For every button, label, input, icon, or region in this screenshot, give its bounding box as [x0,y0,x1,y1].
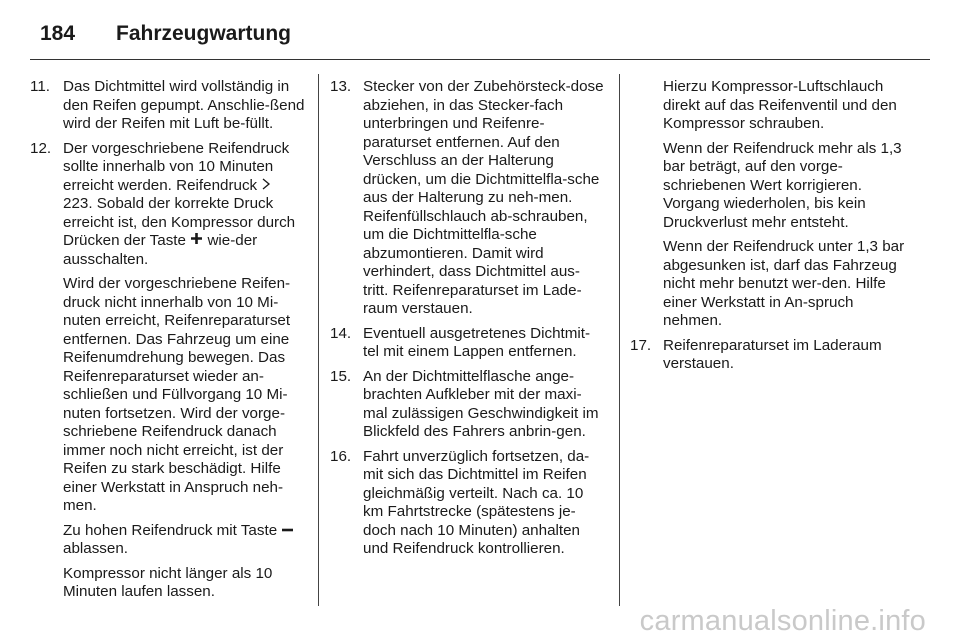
page-header [40,19,291,49]
item-text: Reifenreparaturset im Laderaum verstauen. [663,336,882,372]
list-item-16 [330,448,605,559]
paragraph [63,522,305,559]
item-text: Das Dichtmittel wird vollständig in den Reifen gepumpt. Anschlie-ßend wird der Reifen mit Luft be-füllt. [63,78,305,132]
item-number: 17. [630,336,652,354]
column-3 [630,78,908,380]
page-reference-link[interactable]: 223. Sobald der korrekte Druck erreicht ist, den Kompressor durch Drücken der Taste [63,195,296,249]
item-text: Fahrt unverzüglich fortsetzen, da-mit sich das Dichtmittel im Reifen gleichmäßig verteilt. Nach ca. 10 km Fahrtstrecke (spätestens je-doch nach 10 Minuten) anhalten und Reifendruck kontrollieren. [363,447,590,557]
paragraph: Wird der vorgeschriebene Reifen-druck nicht innerhalb von 10 Mi-nuten erreicht, Reifenreparaturset entfernen. Das Fahrzeug um eine Reifenumdrehung bewegen. Das Reifenreparaturset wieder an-schließen und Füllvorgang 10 Mi-nuten fortsetzen. Wird der vorge-schriebene Reifendruck danach immer noch nicht erreicht, ist der Reifen zu stark beschädigt. Hilfe einer Werkstatt in Anspruch neh-men. [63,275,291,514]
item-text: Eventuell ausgetretenes Dichtmit-tel mit einem Lappen entfernen. [363,324,591,360]
page-number: 184 [40,22,76,45]
page-reference-arrow-icon [261,177,271,196]
item-number: 15. [330,367,352,385]
paragraph: Wenn der Reifendruck unter 1,3 bar abgesunken ist, darf das Fahrzeug nicht mehr benutzt wer-den. Hilfe einer Werkstatt in An-spruch nehmen. [663,238,905,329]
watermark: carmanualsonline.info [639,605,926,637]
paragraph-text-part: Zu hohen Reifendruck mit Taste [63,521,278,539]
page-title: Fahrzeugwartung [116,22,292,45]
list-item-12 [30,140,305,270]
plus-icon [190,232,203,251]
column-divider-2 [619,74,620,606]
list-item-11 [30,78,305,134]
item-number: 12. [30,139,52,157]
item-text-part: Der vorgeschriebene Reifendruck sollte innerhalb von 10 Minuten erreicht werden. Reifendruck [63,139,290,194]
item-text: Stecker von der Zubehörsteck-dose abziehen, in das Stecker-fach unterbringen und Reifenre-paraturset entfernen. Auf den Verschluss an der Halterung drücken, um die Dichtmittelfla-sche aus der Halterung zu neh-men. Reifenfüllschlauch ab-schrauben, um die Dichtmittelfla-sche abzumontieren. Damit wird verhindert, dass Dichtmittel aus-tritt. Reifenreparaturset im Lade-raum verstauen. [363,78,604,317]
column-1 [30,78,305,608]
item-text [63,140,305,270]
item-text: An der Dichtmittelflasche ange-brachten Aufkleber mit der maxi-mal zulässigen Geschwindigkeit im Blickfeld des Fahrers anbrin-gen. [363,367,599,440]
header-rule [30,59,930,60]
list-item-13 [330,78,605,319]
paragraph: Wenn der Reifendruck mehr als 1,3 bar beträgt, auf den vorge-schriebenen Wert korrigieren. Vorgang wiederholen, bis kein Druckverlust mehr entsteht. [663,139,902,231]
paragraph: Hierzu Kompressor-Luftschlauch direkt auf das Reifenventil und den Kompressor schrauben. [663,78,897,132]
column-divider-1 [318,74,319,606]
paragraph: Kompressor nicht länger als 10 Minuten laufen lassen. [63,564,273,600]
list-item-15 [330,368,605,442]
column-2 [330,78,605,565]
item-number: 11. [30,78,50,95]
item-number: 14. [330,324,352,342]
list-item-14 [330,325,605,362]
paragraph-text-part: ablassen. [63,540,129,557]
list-item-17 [630,337,908,374]
item-number: 13. [330,78,352,95]
item-text-part: wie-der ausschalten. [63,232,258,268]
item-number: 16. [330,447,352,465]
minus-icon [281,522,294,541]
